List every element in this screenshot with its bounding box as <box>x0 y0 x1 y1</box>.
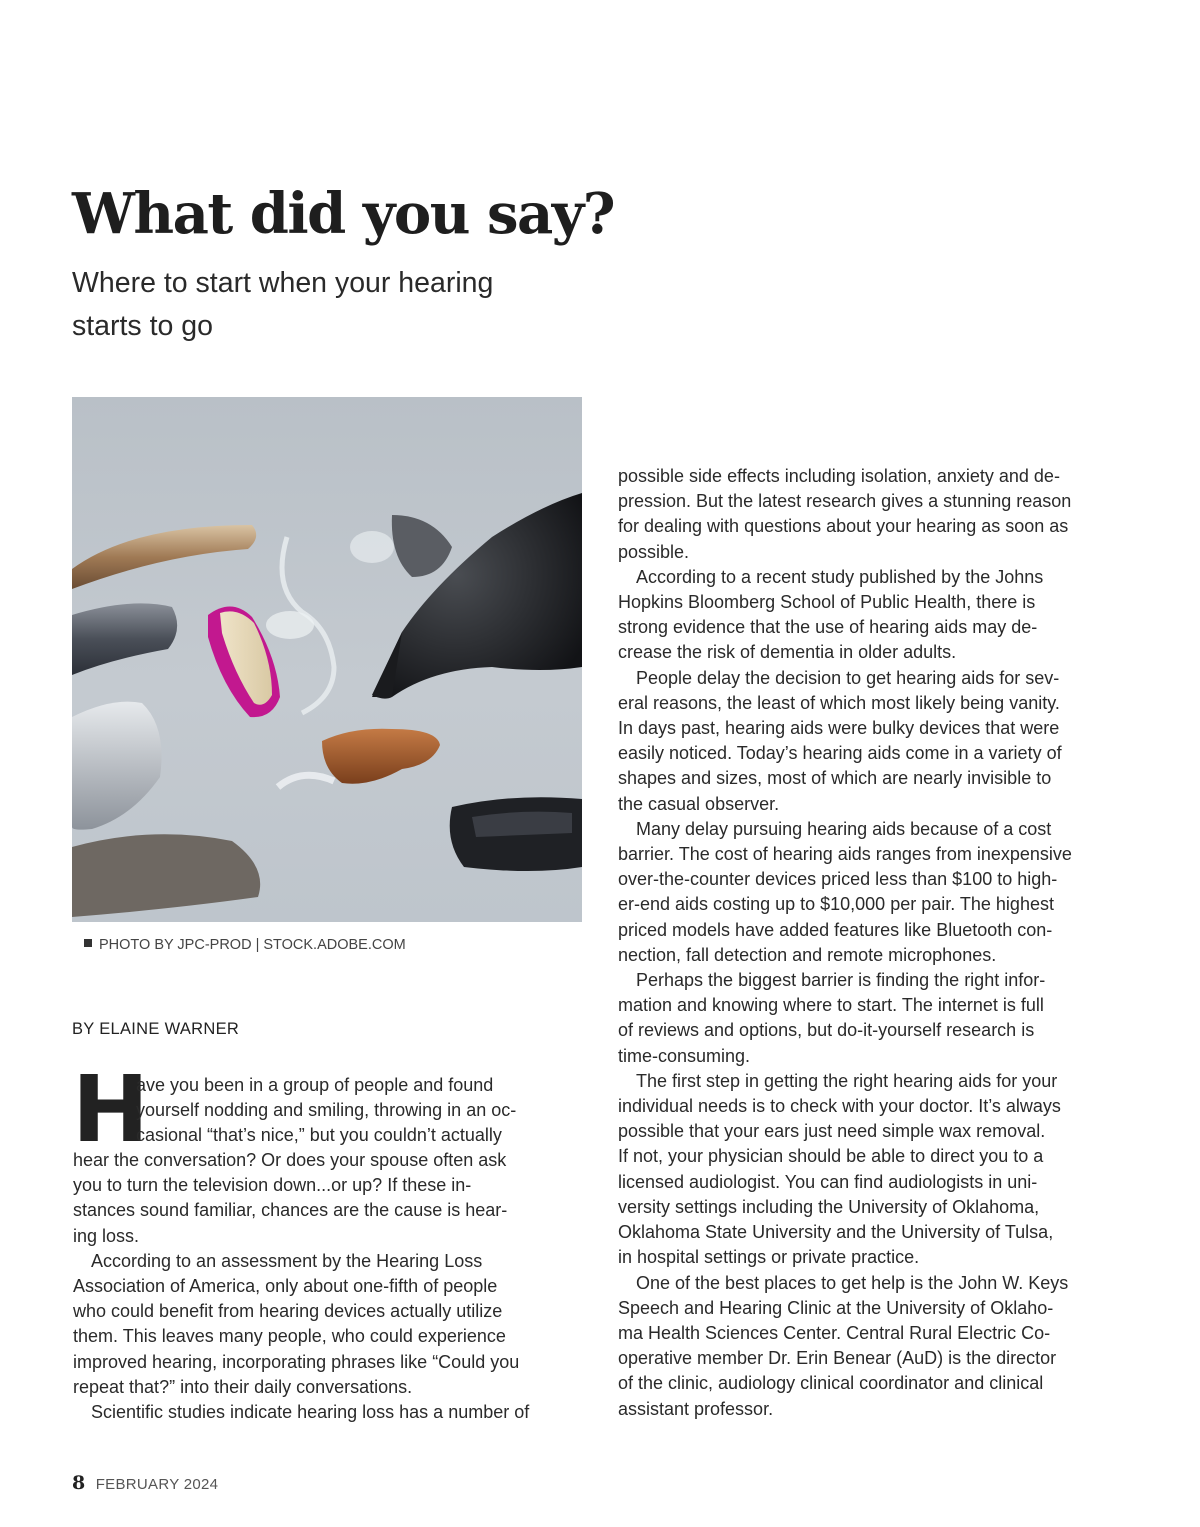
text-line: The first step in getting the right hearing aids for your <box>636 1070 1058 1091</box>
text-line: you to turn the television down...or up? If these in- <box>73 1175 472 1196</box>
page-footer <box>72 1470 218 1498</box>
text-line: People delay the decision to get hearing aids for sev- <box>636 667 1060 688</box>
text-line: pression. But the latest research gives a stunning reason <box>618 491 1072 512</box>
text-line: If not, your physician should be able to direct you to a <box>618 1146 1044 1167</box>
column-right-body <box>618 464 1072 1422</box>
text-line: casional “that’s nice,” but you couldn’t actually <box>136 1125 502 1146</box>
text-line: nection, fall detection and remote microphones. <box>618 944 997 965</box>
text-line: According to an assessment by the Hearing Loss <box>91 1250 483 1271</box>
text-line: mation and knowing where to start. The internet is full <box>618 995 1044 1016</box>
column-left-body <box>73 1148 529 1425</box>
text-line: Many delay pursuing hearing aids because of a cost <box>636 818 1052 839</box>
text-line: eral reasons, the least of which most likely being vanity. <box>618 692 1060 713</box>
text-line: yourself nodding and smiling, throwing in an oc- <box>136 1100 517 1121</box>
byline: BY ELAINE WARNER <box>72 1020 240 1038</box>
text-line: them. This leaves many people, who could experience <box>73 1326 506 1347</box>
text-line: ing loss. <box>73 1225 140 1246</box>
hearing-aids-illustration <box>72 397 582 922</box>
article-subhead: Where to start when your hearing starts to go <box>72 267 494 342</box>
text-line: hear the conversation? Or does your spouse often ask <box>73 1150 507 1170</box>
page-number: 8 <box>72 1472 86 1494</box>
text-line: easily noticed. Today’s hearing aids come in a variety of <box>618 743 1062 764</box>
text-line: time-consuming. <box>618 1045 751 1066</box>
text-line: crease the risk of dementia in older adults. <box>618 642 957 663</box>
text-line: of reviews and options, but do-it-yourself research is <box>618 1020 1035 1041</box>
text-line: Perhaps the biggest barrier is finding the right infor- <box>636 970 1046 991</box>
text-line: shapes and sizes, most of which are nearly invisible to <box>618 768 1052 789</box>
text-line: ave you been in a group of people and found <box>136 1075 494 1095</box>
text-line: According to a recent study published by the Johns <box>636 566 1044 587</box>
text-line: improved hearing, incorporating phrases like “Could you <box>73 1351 520 1372</box>
text-line: barrier. The cost of hearing aids ranges from inexpensive <box>618 844 1072 865</box>
text-line: operative member Dr. Erin Benear (AuD) is the director <box>618 1348 1057 1369</box>
text-line: possible side effects including isolation, anxiety and de- <box>618 466 1060 486</box>
text-line: the casual observer. <box>618 793 780 814</box>
text-line: who could benefit from hearing devices actually utilize <box>73 1301 503 1322</box>
photo-credit-text: PHOTO BY JPC-PROD | STOCK.ADOBE.COM <box>99 937 406 953</box>
text-line: versity settings including the University of Oklahoma, <box>618 1196 1040 1217</box>
text-line: in hospital settings or private practice. <box>618 1247 920 1268</box>
caption-square-icon <box>84 939 92 947</box>
text-line: Hopkins Bloomberg School of Public Health, there is <box>618 592 1036 613</box>
hearing-aids-photo <box>72 397 582 922</box>
text-line: Oklahoma State University and the University of Tulsa, <box>618 1222 1054 1243</box>
text-line: Speech and Hearing Clinic at the University of Oklaho- <box>618 1297 1054 1318</box>
text-line: One of the best places to get help is the John W. Keys <box>636 1272 1069 1293</box>
text-line: individual needs is to check with your doctor. It’s always <box>618 1096 1061 1117</box>
text-line: stances sound familiar, chances are the cause is hear- <box>73 1200 508 1221</box>
text-line: repeat that?” into their daily conversations. <box>73 1376 413 1397</box>
text-line: for dealing with questions about your hearing as soon as <box>618 516 1069 537</box>
text-line: possible. <box>618 541 690 562</box>
text-line: licensed audiologist. You can find audiologists in uni- <box>618 1171 1038 1192</box>
issue-date: FEBRUARY 2024 <box>95 1476 219 1493</box>
article-headline: What did you say? <box>72 181 615 247</box>
column-left-top <box>136 1073 516 1149</box>
text-line: ma Health Sciences Center. Central Rural Electric Co- <box>618 1322 1051 1343</box>
photo-credit <box>84 935 406 955</box>
text-line: of the clinic, audiology clinical coordinator and clinical <box>618 1373 1044 1394</box>
text-line: priced models have added features like Bluetooth con- <box>618 919 1053 940</box>
text-line: In days past, hearing aids were bulky devices that were <box>618 718 1060 739</box>
text-line: possible that your ears just need simple wax removal. <box>618 1121 1046 1142</box>
text-line: er-end aids costing up to $10,000 per pair. The highest <box>618 894 1054 915</box>
text-line: over-the-counter devices priced less than $100 to high- <box>618 869 1058 890</box>
text-line: assistant professor. <box>618 1398 774 1419</box>
text-line: Association of America, only about one-fifth of people <box>73 1276 498 1297</box>
text-line: strong evidence that the use of hearing aids may de- <box>618 617 1038 638</box>
text-line: Scientific studies indicate hearing loss has a number of <box>91 1402 530 1423</box>
drop-cap: H <box>72 1056 149 1163</box>
